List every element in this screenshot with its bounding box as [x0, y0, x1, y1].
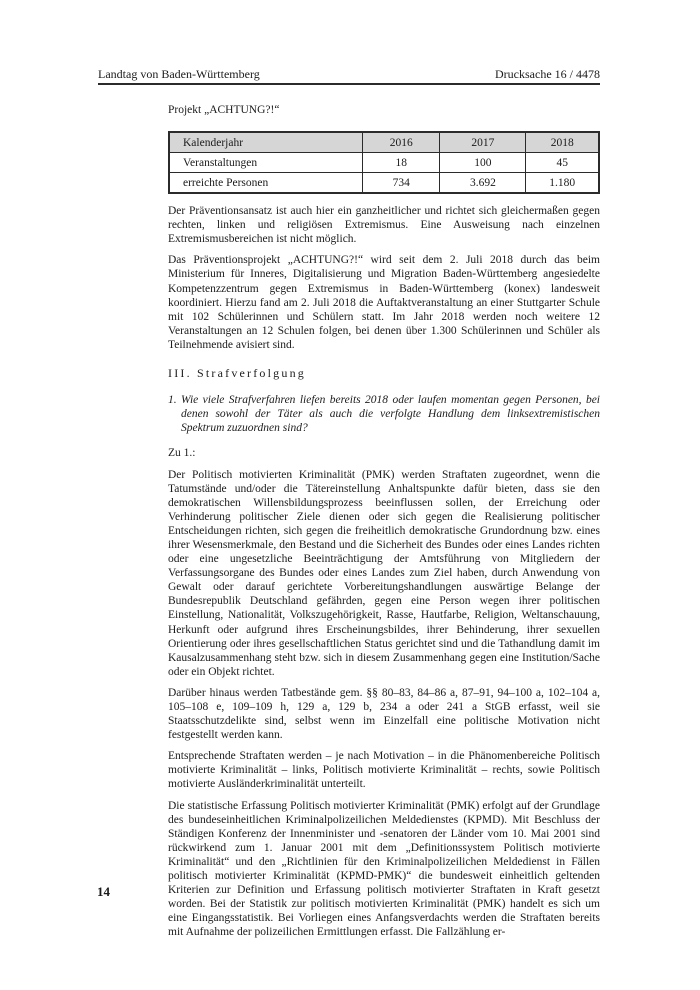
events-table [168, 131, 600, 194]
events-table-body [169, 153, 599, 194]
page-number: 14 [97, 884, 110, 899]
table-header-2016: 2016 [363, 132, 440, 153]
events-table-head [169, 132, 599, 153]
table-row-erreichte-personen [169, 173, 599, 194]
page-header [98, 67, 600, 81]
table-header-2018: 2018 [526, 132, 599, 153]
table-row-veranstaltungen [169, 153, 599, 173]
cell-veranstaltungen-2017: 100 [440, 153, 526, 173]
header-publisher: Landtag von Baden-Württemberg [98, 67, 260, 81]
cell-personen-2016: 734 [363, 173, 440, 194]
cell-veranstaltungen-2018: 45 [526, 153, 599, 173]
table-header-row [169, 132, 599, 153]
table-header-kalenderjahr: Kalenderjahr [169, 132, 363, 153]
header-rule [98, 83, 600, 85]
paragraph-phaenomenbereiche: Entsprechende Straftaten werden – je nach Motivation – in die Phänomenbereiche Politisch motivierte Kriminalität – links, Politisch motivierte Kriminalität – rechts, sowie Politisch motivierte Ausländerkriminalität unterteilt. [168, 750, 600, 791]
section-heading-strafverfolgung: III. Strafverfolgung [168, 366, 306, 381]
header-document-number: Drucksache 16 / 4478 [495, 67, 600, 81]
project-title: Projekt „ACHTUNG?!“ [168, 104, 280, 116]
table-header-2017: 2017 [440, 132, 526, 153]
cell-veranstaltungen-2016: 18 [363, 153, 440, 173]
row-label: erreichte Personen [169, 173, 363, 194]
cell-personen-2018: 1.180 [526, 173, 599, 194]
paragraph-praeventionsansatz: Der Präventionsansatz ist auch hier ein ganzheitlicher und richtet sich gleichermaßen gegen rechten, linken und religiösen Extremismus. Eine Ausweisung nach einzelnen Extremismusbereichen ist nicht möglich. [168, 205, 600, 246]
content-area [168, 103, 600, 947]
paragraph-pmk-definition: Der Politisch motivierten Kriminalität (PMK) werden Straftaten zugeordnet, wenn die Tatumstände und/oder die Tätereinstellung Anhaltspunkte dafür bieten, dass sie den demokratischen Willensbildungsprozess beeinflussen sollen, der Erreichung oder Verhinderung politischer Ziele dienen oder sich gegen die Realisierung politischer Entscheidungen richten, sich gegen die freiheitlich demokratische Grundordnung bzw. eines ihrer Wesensmerkmale, den Bestand und die Sicherheit des Bundes oder eines Landes richten oder eine ungesetzliche Beeinträchtigung der Amtsführung von Mitgliedern der Verfassungsorgane des Bundes oder eines Landes zum Ziel haben, durch Anwendung von Gewalt oder darauf gerichtete Vorbereitungshandlungen auswärtige Belange der Bundesrepublik Deutschland gefährden, gegen eine Person wegen ihrer politischen Einstellung, Nationalität, Volkszugehörigkeit, Rasse, Hautfarbe, Religion, Weltanschauung, Herkunft oder aufgrund ihres Erscheinungsbildes, ihrer Behinderung, ihrer sexuellen Orientierung oder ihres gesellschaftlichen Status gerichtet sind und die Tathandlung damit im Kausalzusammenhang steht bzw. sich in diesem Zusammenhang gegen eine Institution/Sache oder ein Objekt richtet. [168, 468, 600, 678]
paragraph-praeventionsprojekt: Das Präventionsprojekt „ACHTUNG?!“ wird seit dem 2. Juli 2018 durch das beim Ministerium für Inneres, Digitalisierung und Migration Baden-Württemberg angesiedelte Kompetenzzentrum gegen Extremismus in Baden-Württemberg (konex) landesweit koordiniert. Hierzu fand am 2. Juli 2018 die Auftaktveranstaltung an einer Stuttgarter Schule mit 102 Schülerinnen und Schülern statt. Im Jahr 2018 werden noch weitere 12 Veranstaltungen an 12 Schulen folgen, bei denen über 1.300 Schülerinnen und Schüler als Teilnehmende avisiert sind. [168, 254, 600, 351]
cell-personen-2017: 3.692 [440, 173, 526, 194]
paragraph-tatbestaende-stgb: Darüber hinaus werden Tatbestände gem. §§ 80–83, 84–86 a, 87–91, 94–100 a, 102–104 a, 105–108 e, 109–109 h, 129 a, 129 b, 234 a oder 241 a StGB erfasst, weil sie Staatsschutzdelikte sind, selbst wenn im Einzelfall eine politische Motivation nicht festgestellt werden kann. [168, 686, 600, 742]
paragraph-statistische-erfassung: Die statistische Erfassung Politisch motivierter Kriminalität (PMK) erfolgt auf der Grundlage des bundeseinheitlichen Kriminalpolizeilichen Meldedienstes (KPMD). Mit Beschluss der Ständigen Konferenz der Innenminister und -senatoren der Länder vom 10. Mai 2001 sind rückwirkend zum 1. Januar 2001 mit dem „Definitionssystem Politisch motivierte Kriminalität“ und den „Richtlinien für den Kriminalpolizeilichen Meldedienst in Fällen politisch motivierter Kriminalität (KPMD-PMK)“ die bundesweit einheitlich geltenden Kriterien zur Definition und Erfassung politisch motivierter Straftaten in Kraft gesetzt worden. Bei der Statistik zur politisch motivierten Kriminalität (PMK) handelt es sich um eine Eingangsstatistik. Bei Vorliegen eines Anfangsverdachts werden die Straftaten bereits mit Aufnahme der polizeilichen Ermittlungen erfasst. Die Fallzählung er- [168, 799, 600, 939]
question-1: 1. Wie viele Strafverfahren liefen bereits 2018 oder laufen momentan gegen Personen, bei denen sowohl der Täter als auch die verfolgte Handlung dem linksextremistischen Spektrum zuzuordnen sind? [168, 394, 600, 435]
row-label: Veranstaltungen [169, 153, 363, 173]
answer-label-zu-1: Zu 1.: [168, 447, 196, 460]
